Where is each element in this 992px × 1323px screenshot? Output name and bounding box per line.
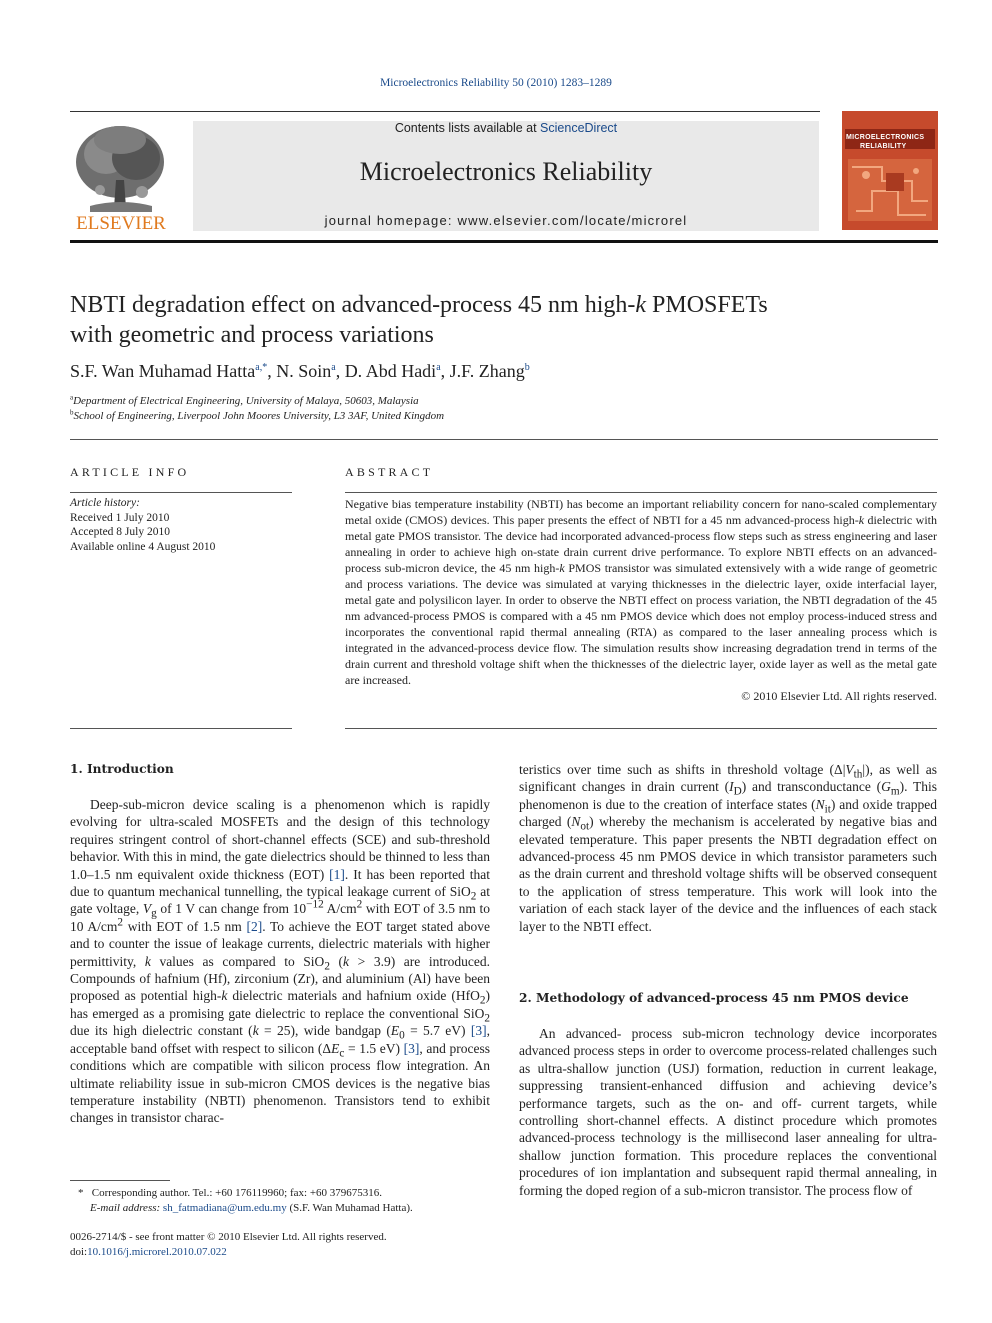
elsevier-tree-icon: [70, 120, 172, 232]
journal-homepage[interactable]: journal homepage: www.elsevier.com/locate/microrel: [324, 213, 688, 228]
article-info-bottom-rule: [70, 728, 292, 729]
author-list: S.F. Wan Muhamad Hatta$^{a,*}$, N. Soin$^a$, D. Abd Hadi$^a$, J.F. Zhang$^b$: [70, 361, 530, 381]
header-thick-rule: [70, 240, 938, 243]
author-name[interactable]: D. Abd Hadi: [344, 361, 437, 381]
article-history: [70, 496, 215, 554]
sciencedirect-link[interactable]: ScienceDirect: [540, 121, 618, 135]
cover-title-line2: RELIABILITY: [860, 143, 907, 150]
doi-label: doi:: [70, 1245, 88, 1258]
article-info-rule: [70, 492, 292, 493]
title-k: k: [635, 292, 647, 318]
affiliation-sup: b: [70, 408, 74, 417]
ref-link[interactable]: [1]: [329, 866, 345, 882]
ref-link[interactable]: [2]: [246, 918, 263, 934]
affiliation-a: [70, 395, 419, 407]
email-owner: (S.F. Wan Muhamad Hatta).: [289, 1201, 413, 1214]
front-matter: 0026-2714/$ - see front matter © 2010 Elsevier Ltd. All rights reserved.: [70, 1231, 387, 1243]
author-affil-sup[interactable]: a,*: [255, 362, 268, 373]
author-affil-sup[interactable]: a: [331, 362, 336, 373]
abstract-heading: ABSTRACT: [345, 465, 434, 479]
journal-name[interactable]: Microelectronics Reliability: [359, 157, 653, 186]
affiliation-text: Department of Electrical Engineering, University of Malaya, 50603, Malaysia: [73, 395, 419, 407]
author-name[interactable]: N. Soin: [276, 361, 332, 381]
abstract-body: Negative bias temperature instability (NBTI) has become an important reliability concern for nano-scaled complementary metal oxide (CMOS) devices. This paper presents the effect of NBTI for a 45 nm advanced-process high-k dielectric with metal gate PMOS transistor. The device had incorporated advanced-process flow steps such as stress engineering and laser annealing in order to achieve high on-state drain current drive performance. To explore NBTI effects on an advanced-process sub-micron device, the 45 nm high-k PMOS transistor was simulated extensively with a wide range of geometric and process variations. The device was simulated at varying thicknesses in the dielectric layer, oxide interfacial layer, metal gate and polysilicon layer. In order to observe the NBTI effect on process variation, the NBTI degradation of the 45 nm advanced-process PMOS is compared with a 45 nm PMOS device which does not employ process-induced stress and incorporates the conventional rapid thermal annealing (RTA) as compared to the laser annealing process which is integrated in the advanced-process device flow. The simulation results show increasing degradation trend in terms of the drain current and threshold voltage shift when the thicknesses of the dielectric layer, oxide layer as well as the metal gate are increased. © 2010 Elsevier Ltd. All rights reserved.: [345, 497, 938, 703]
footnote-corresponding: Corresponding author. Tel.: +60 176119960; fax: +60 379675316.: [91, 1187, 383, 1199]
contents-line: [193, 121, 819, 135]
abstract-rule: [345, 492, 937, 493]
author-name[interactable]: S.F. Wan Muhamad Hatta: [70, 361, 256, 381]
footnote-star: *: [78, 1187, 84, 1199]
history-label: Article history:: [70, 497, 140, 509]
section-2-heading: 2. Methodology of advanced-process 45 nm PMOS device: [519, 991, 909, 1005]
article-info-heading: ARTICLE INFO: [70, 465, 190, 479]
issn-line: [70, 1230, 387, 1259]
header-rule: [70, 111, 820, 112]
author-name[interactable]: J.F. Zhang: [449, 361, 525, 381]
abstract-bottom-rule: [345, 728, 937, 729]
history-received: Received 1 July 2010: [70, 511, 170, 524]
cover-title: [846, 133, 924, 151]
doi-link[interactable]: 10.1016/j.microrel.2010.07.022: [87, 1245, 227, 1258]
author-affil-sup[interactable]: b: [524, 362, 530, 373]
elsevier-wordmark: ELSEVIER: [76, 213, 166, 232]
elsevier-logo[interactable]: [70, 120, 172, 232]
cover-title-line1: MICROELECTRONICS: [846, 134, 925, 141]
title-line1: NBTI degradation effect on advanced-process 45 nm high-: [70, 292, 636, 318]
title-line2: with geometric and process variations: [70, 322, 434, 348]
cover-circuit-icon: [842, 111, 938, 230]
ref-link[interactable]: [3]: [470, 1023, 487, 1039]
title-rule: [70, 439, 938, 440]
corresponding-footnote: [70, 1186, 490, 1215]
section-1-heading: 1. Introduction: [70, 762, 174, 776]
article-title: [70, 290, 930, 350]
ref-link[interactable]: [3]: [403, 1040, 420, 1056]
history-accepted: Accepted 8 July 2010: [70, 526, 170, 539]
email-link[interactable]: sh_fatmadiana@um.edu.my: [162, 1201, 287, 1214]
title-line1-end: PMOSFETs: [646, 292, 768, 318]
footnote-rule: [70, 1180, 170, 1181]
affiliation-b: [70, 410, 444, 422]
author-affil-sup[interactable]: a: [436, 362, 441, 373]
affiliation-text: School of Engineering, Liverpool John Moores University, L3 3AF, United Kingdom: [73, 410, 445, 422]
intro-paragraph-continued: teristics over time such as shifts in threshold voltage $(\Delta|V_{th}|)$, as well as significant changes in drain current $(I_D)$ and transconductance $(G_m)$. This phenomenon is due to the creation of interface states $(N_{it})$ and oxide trapped charged $(N_{ot})$ whereby the mechanism is accelerated by negative bias and elevated temperature. This paper presents the NBTI degradation effect on advanced-process 45 nm PMOS device in which transistor parameters such as the drain current and threshold voltage shifts will be observed consequent to the application of stress temperature. This work will look into the variation of each stack layer of the device and the influences of each stack layer to the NBTI effect.: [519, 762, 938, 934]
history-online: Available online 4 August 2010: [70, 540, 216, 553]
intro-paragraph: Deep-sub-micron device scaling is a phenomenon which is rapidly evolving for ultra-scaled MOSFETs and the design of this technology requires stringent control of short-channel effects (SCE) and sub-threshold behavior. With this in mind, the gate dielectrics should be thinned to less than 1.0–1.5 nm equivalent oxide thickness (EOT) [1]. It has been reported that due to quantum mechanical tunnelling, the typical leakage current of SiO$_2$ at gate voltage, $V_g$ of 1 V can change from $10^{-12}$ $A/cm^2$ with EOT of 3.5 nm to 10 $A/cm^2$ with EOT of 1.5 nm [2]. To achieve the EOT target stated above and to counter the issue of leakage currents, dielectric materials with higher permittivity, k values as compared to SiO$_2$ (k > 3.9) are introduced. Compounds of hafnium (Hf), zirconium (Zr), and aluminium (Al) have been proposed as potential high-k dielectric materials and hafnium oxide (HfO$_2$) has emerged as a promising gate dielectric to replace the conventional SiO$_2$ due its high dielectric constant (k = 25), wide bandgap ($E_0 = 5.7$ eV) [3], acceptable band offset with respect to silicon ($\Delta E_c = 1.5$ eV) [3], and process conditions which are compatible with silicon process flow integration. An ultimate reliability issue in sub-micron CMOS devices is the negative bias temperature instability (NBTI) phenomenon. Transistors tend to exhibit changes in transistor charac-: [70, 797, 491, 1126]
journal-cover[interactable]: [842, 111, 938, 230]
contents-prefix: Contents lists available at: [394, 121, 541, 135]
journal-banner: [193, 121, 819, 231]
email-label: E-mail address:: [90, 1201, 161, 1214]
affiliation-sup: a: [70, 393, 74, 402]
journal-citation[interactable]: Microelectronics Reliability 50 (2010) 1283–1289: [380, 77, 612, 89]
method-paragraph: An advanced- process sub-micron technology device incorporates advanced process steps in order to overcome process-related challenges such as ultra-shallow junction (USJ) formation, reduction in current leakage, suppressing transient-enhanced diffusion and achieving device’s performance targets, such as the on- and off- current targets, while controlling short-channel effects. A distinct procedure which promotes advanced-process technology is the millisecond laser annealing for ultra-shallow junction formation. This procedure replaces the conventional procedures of ion implantation and subsequent rapid thermal annealing, in forming the doped region of a sub-micron transistor. The process flow of: [519, 1026, 937, 1198]
abstract-copyright: © 2010 Elsevier Ltd. All rights reserved.: [741, 689, 937, 703]
